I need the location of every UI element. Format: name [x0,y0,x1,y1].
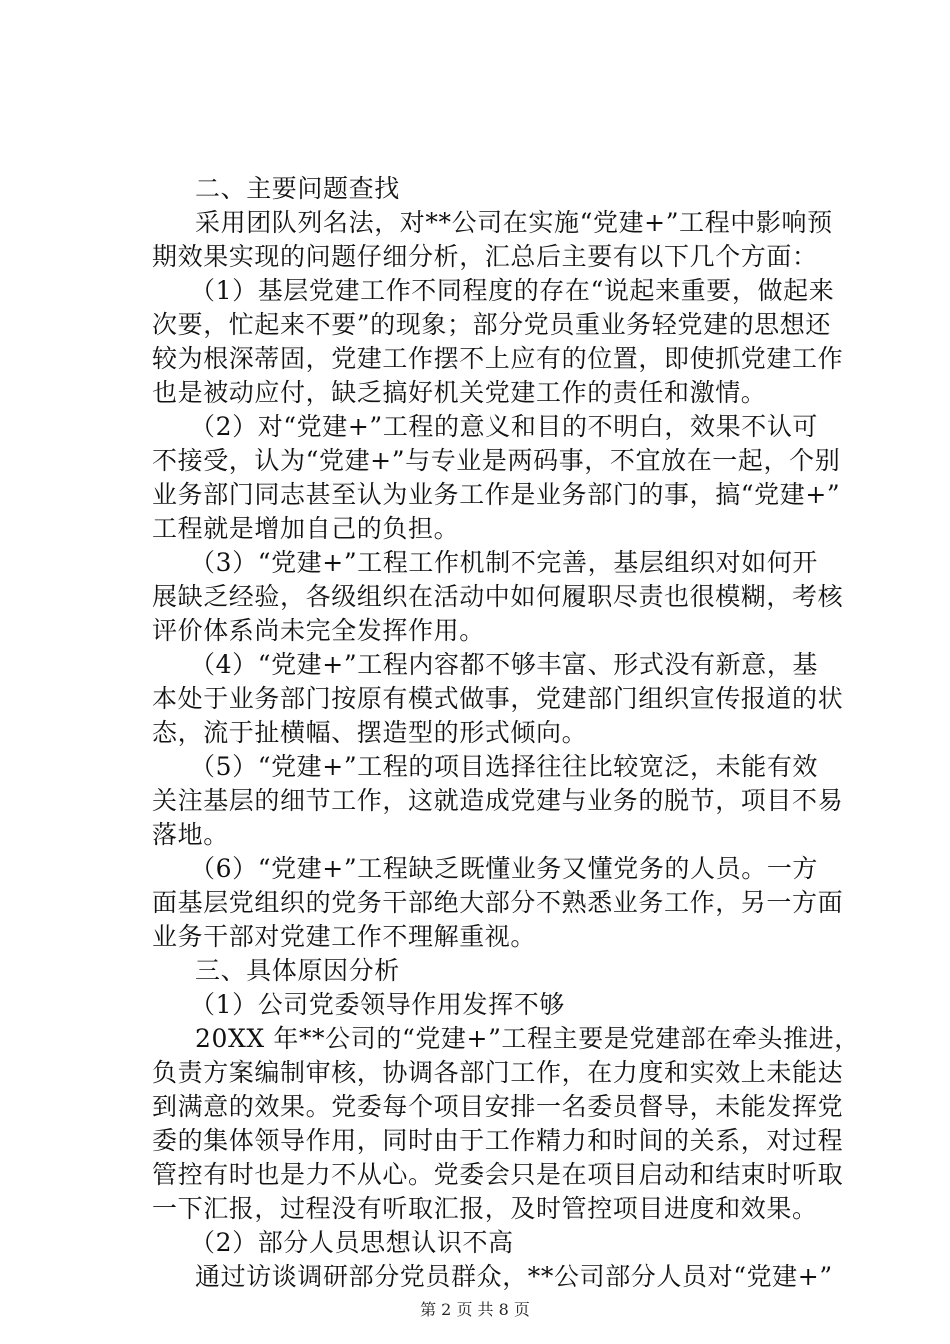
paragraph-line: 也是被动应付，缺乏搞好机关党建工作的责任和激情。 [152,378,767,407]
paragraph-line: 业务干部对党建工作不理解重视。 [152,922,537,951]
paragraph-line: （4）“党建+”工程内容都不够丰富、形式没有新意，基 [190,650,819,679]
paragraph-line: （3）“党建+”工程工作机制不完善，基层组织对如何开 [190,548,819,577]
paragraph-line: 管控有时也是力不从心。党委会只是在项目启动和结束时听取 [152,1160,844,1189]
paragraph-line: 一下汇报，过程没有听取汇报，及时管控项目进度和效果。 [152,1194,818,1223]
paragraph-line: 落地。 [152,820,229,849]
paragraph-line: 面基层党组织的党务干部绝大部分不熟悉业务工作，另一方面 [152,888,844,917]
paragraph-line: （2）对“党建+”工程的意义和目的不明白，效果不认可 [190,412,819,441]
paragraph-line: 采用团队列名法，对**公司在实施“党建+”工程中影响预 [195,208,833,237]
section-heading: 三、具体原因分析 [195,956,400,985]
paragraph-line: 关注基层的细节工作，这就造成党建与业务的脱节，项目不易 [152,786,844,815]
paragraph-line: 委的集体领导作用，同时由于工作精力和时间的关系，对过程 [152,1126,844,1155]
paragraph-line: （6）“党建+”工程缺乏既懂业务又懂党务的人员。一方 [190,854,819,883]
paragraph-line: 到满意的效果。党委每个项目安排一名委员督导，未能发挥党 [152,1092,844,1121]
paragraph-line: 负责方案编制审核，协调各部门工作，在力度和实效上未能达 [152,1058,844,1087]
paragraph-line: 工程就是增加自己的负担。 [152,514,460,543]
paragraph-line: 20XX 年**公司的“党建+”工程主要是党建部在牵头推进， [195,1024,860,1053]
paragraph-line: 展缺乏经验，各级组织在活动中如何履职尽责也很模糊，考核 [152,582,844,611]
subsection-heading: （1）公司党委领导作用发挥不够 [190,990,565,1019]
paragraph-line: 通过访谈调研部分党员群众，**公司部分人员对“党建+” [195,1262,833,1291]
paragraph-line: 业务部门同志甚至认为业务工作是业务部门的事，搞“党建+” [152,480,841,509]
paragraph-line: 态，流于扯横幅、摆造型的形式倾向。 [152,718,588,747]
paragraph-line: （5）“党建+”工程的项目选择往往比较宽泛，未能有效 [190,752,819,781]
paragraph-line: 本处于业务部门按原有模式做事，党建部门组织宣传报道的状 [152,684,844,713]
paragraph-line: 不接受，认为“党建+”与专业是两码事，不宜放在一起，个别 [152,446,841,475]
page-number: 第 2 页 共 8 页 [420,1300,530,1319]
paragraph-line: 期效果实现的问题仔细分析，汇总后主要有以下几个方面： [152,242,818,271]
paragraph-line: 评价体系尚未完全发挥作用。 [152,616,485,645]
paragraph-line: （1）基层党建工作不同程度的存在“说起来重要，做起来 [190,276,835,305]
subsection-heading: （2）部分人员思想认识不高 [190,1228,514,1257]
section-heading: 二、主要问题查找 [195,174,400,203]
paragraph-line: 次要，忙起来不要”的现象；部分党员重业务轻党建的思想还 [152,310,831,339]
paragraph-line: 较为根深蒂固，党建工作摆不上应有的位置，即使抓党建工作 [152,344,844,373]
